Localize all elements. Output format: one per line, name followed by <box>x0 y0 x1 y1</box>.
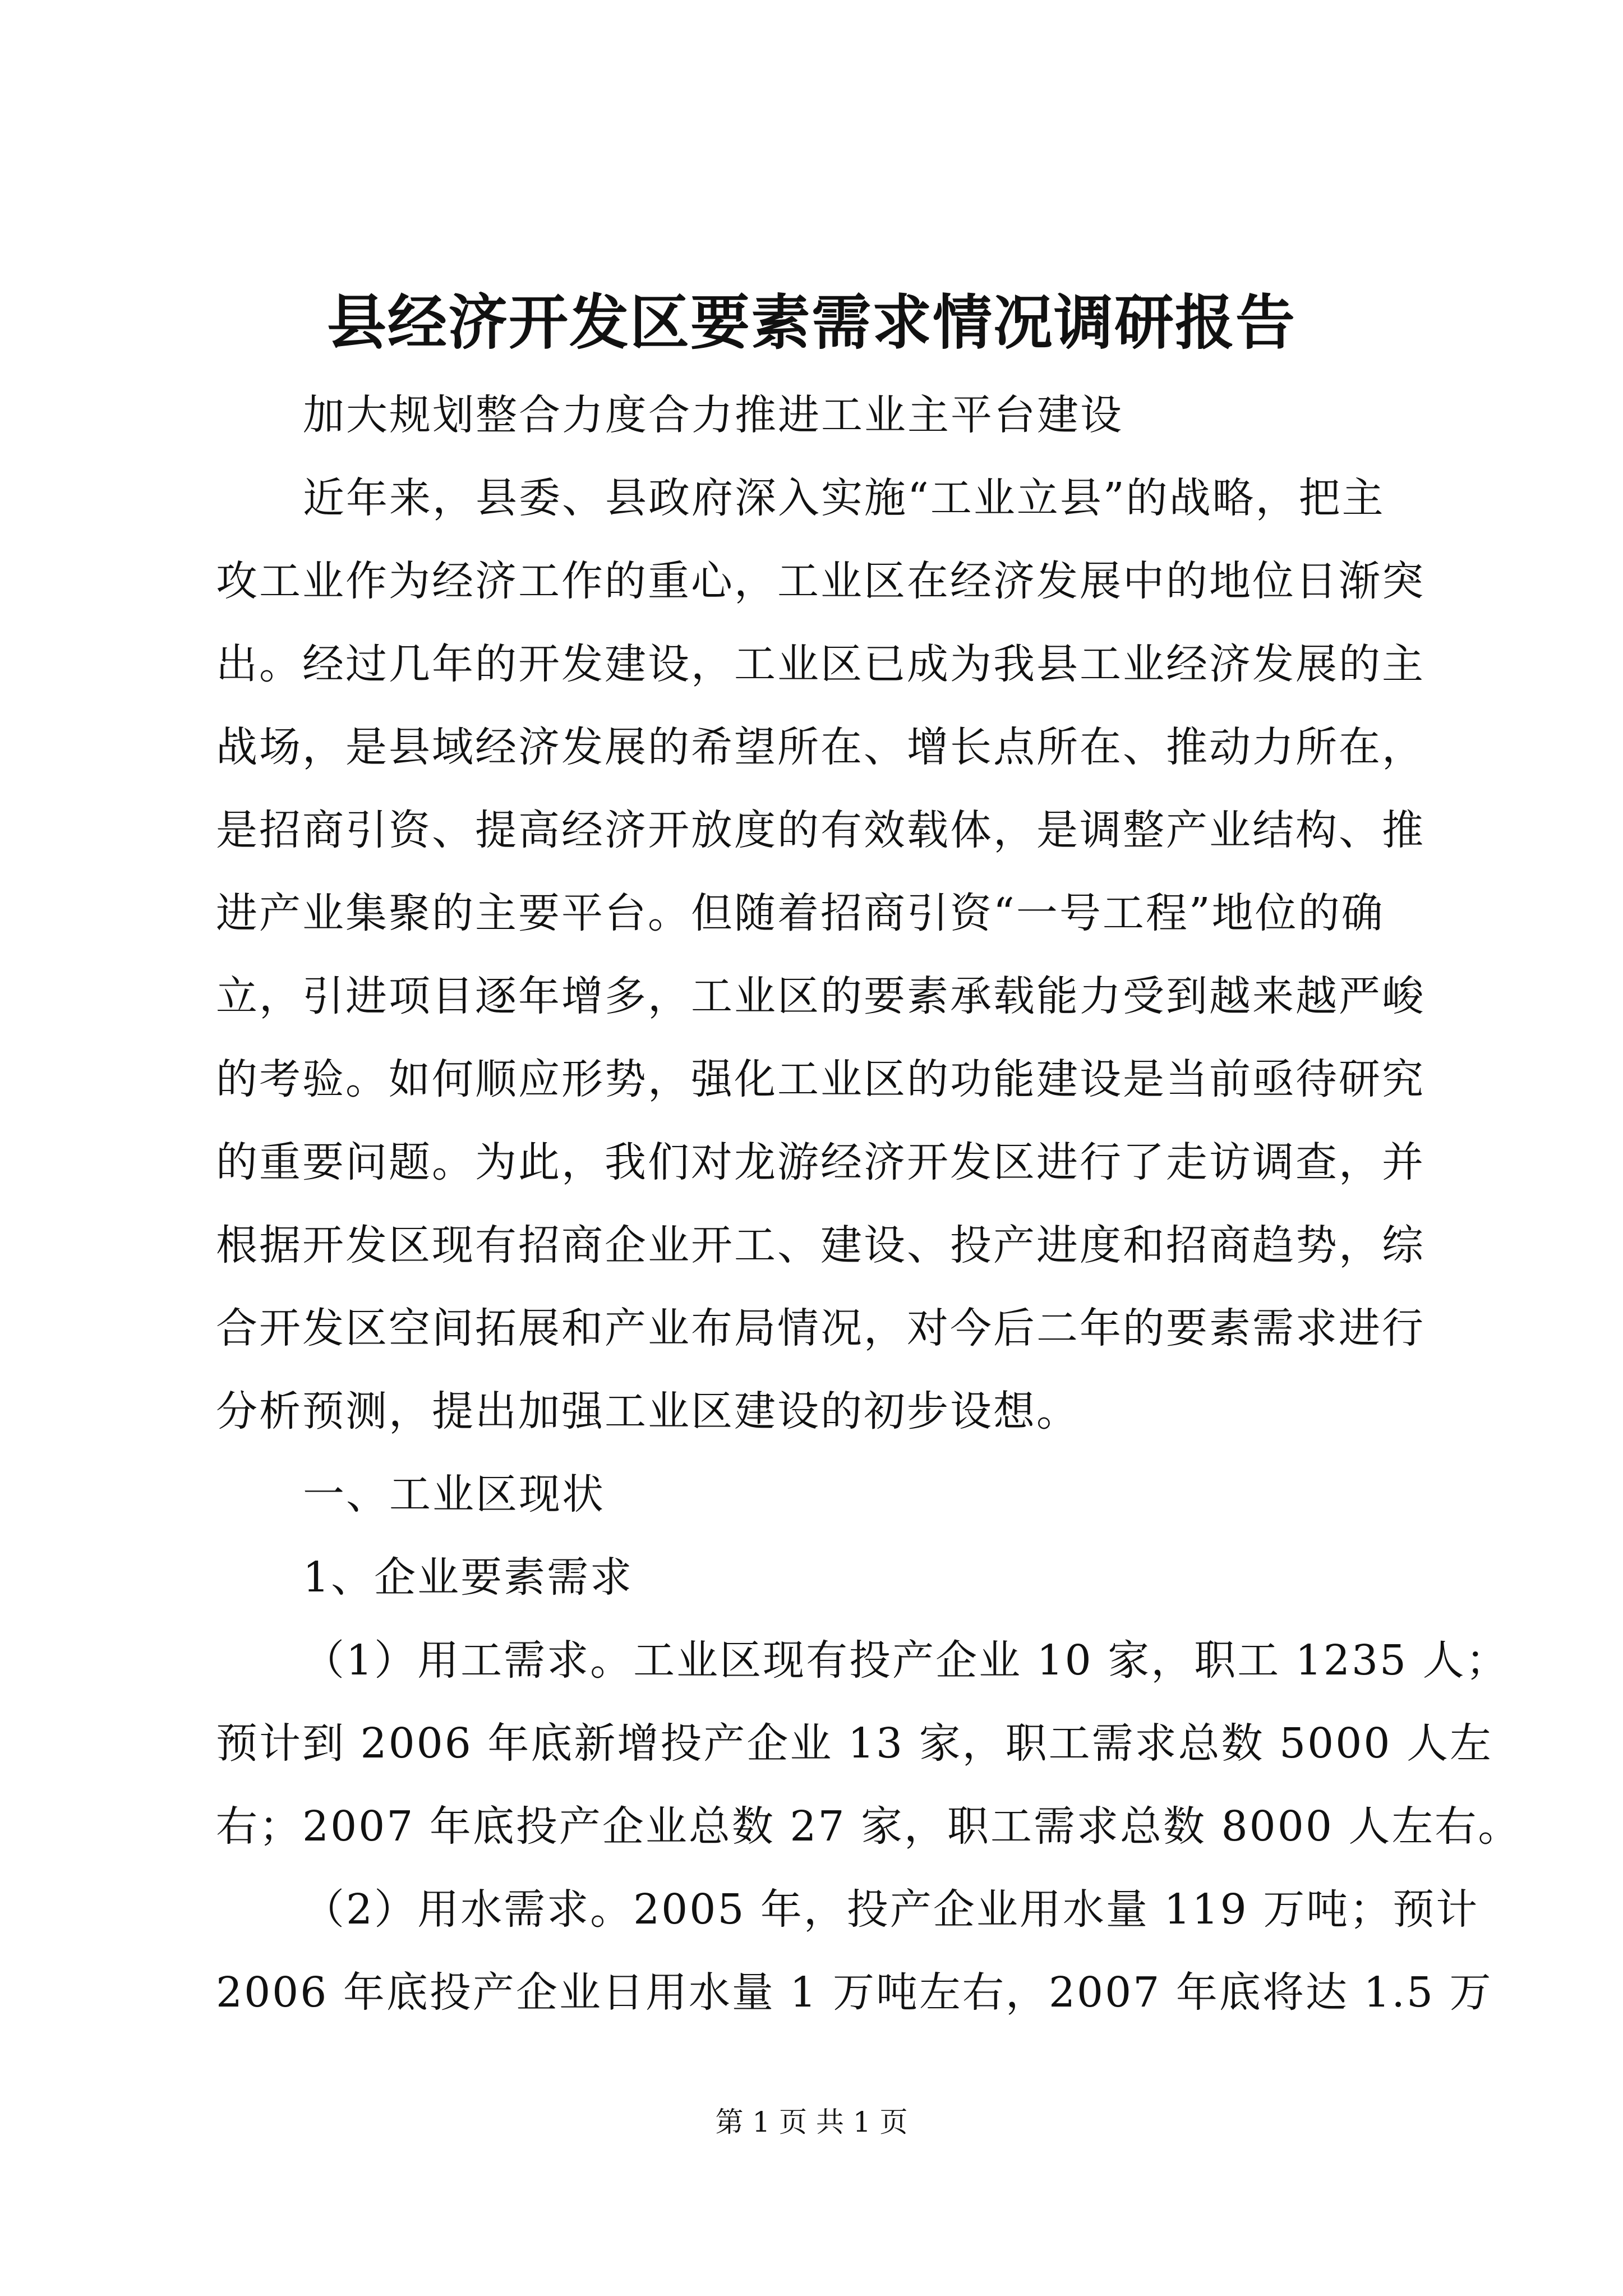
paragraph-line: 根据开发区现有招商企业开工、建设、投产进度和招商趋势，综 <box>216 1221 1425 1269</box>
paragraph-line: 进产业集聚的主要平台。但随着招商引资“一号工程”地位的确 <box>216 889 1385 937</box>
paragraph-line: （2）用水需求。2005 年，投产企业用水量 119 万吨；预计 <box>303 1885 1479 1934</box>
paragraph-line: 合开发区空间拓展和产业布局情况，对今后二年的要素需求进行 <box>216 1304 1425 1352</box>
paragraph-line: 战场，是县域经济发展的希望所在、增长点所在、推动力所在， <box>216 723 1425 771</box>
paragraph-line: 立，引进项目逐年增多，工业区的要素承载能力受到越来越严峻 <box>216 972 1425 1020</box>
paragraph-line: 2006 年底投产企业日用水量 1 万吨左右，2007 年底将达 1.5 万 <box>216 1968 1493 2017</box>
paragraph-line: （1）用工需求。工业区现有投产企业 10 家，职工 1235 人； <box>303 1636 1509 1685</box>
paragraph-line: 右；2007 年底投产企业总数 27 家，职工需求总数 8000 人左右。 <box>216 1802 1521 1851</box>
page-footer: 第 1 页 共 1 页 <box>715 2106 908 2138</box>
paragraph-line: 是招商引资、提高经济开放度的有效载体，是调整产业结构、推 <box>216 806 1425 854</box>
paragraph-line: 分析预测，提出加强工业区建设的初步设想。 <box>216 1387 1080 1435</box>
subtitle-line: 加大规划整合力度合力推进工业主平台建设 <box>303 391 1123 439</box>
paragraph-line: 出。经过几年的开发建设，工业区已成为我县工业经济发展的主 <box>216 640 1425 688</box>
subsection-heading: 1、企业要素需求 <box>303 1553 634 1602</box>
section-heading: 一、工业区现状 <box>303 1470 605 1519</box>
paragraph-line: 的考验。如何顺应形势，强化工业区的功能建设是当前亟待研究 <box>216 1055 1425 1103</box>
document-title: 县经济开发区要素需求情况调研报告 <box>327 287 1296 357</box>
paragraph-line: 预计到 2006 年底新增投产企业 13 家，职工需求总数 5000 人左 <box>216 1719 1493 1768</box>
paragraph-line: 的重要问题。为此，我们对龙游经济开发区进行了走访调查，并 <box>216 1138 1425 1186</box>
paragraph-line: 攻工业作为经济工作的重心，工业区在经济发展中的地位日渐突 <box>216 557 1425 605</box>
paragraph-line: 近年来，县委、县政府深入实施“工业立县”的战略，把主 <box>303 474 1385 522</box>
